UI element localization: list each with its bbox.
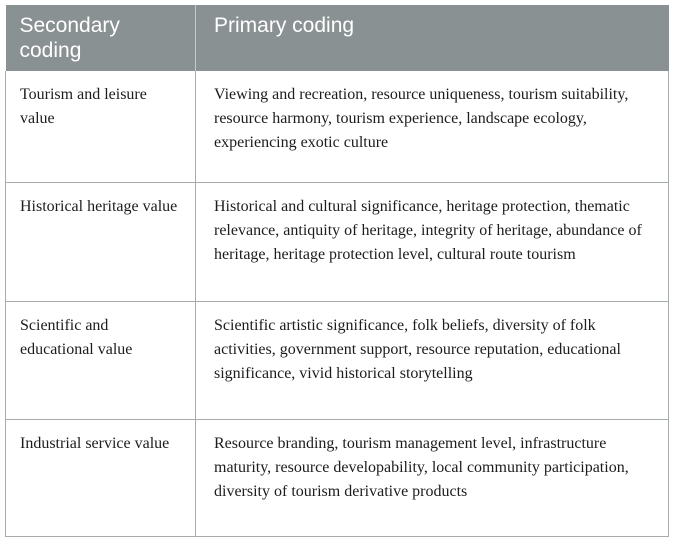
secondary-coding-cell: Scientific and educational value xyxy=(6,301,196,419)
coding-table xyxy=(5,5,669,537)
header-row xyxy=(6,5,669,71)
primary-coding-cell: Historical and cultural significance, heritage protection, thematic relevance, antiquity of heritage, integrity of heritage, abundance of heritage, heritage protection level, cultural route tourism xyxy=(196,182,669,301)
table-header xyxy=(6,5,669,71)
header-primary-coding: Primary coding xyxy=(196,5,669,71)
table-row xyxy=(6,71,669,182)
table-row xyxy=(6,182,669,301)
secondary-coding-cell: Tourism and leisure value xyxy=(6,71,196,182)
secondary-coding-cell: Industrial service value xyxy=(6,419,196,536)
header-secondary-coding: Secondary coding xyxy=(6,5,196,71)
table-row xyxy=(6,419,669,536)
primary-coding-cell: Viewing and recreation, resource uniqueness, tourism suitability, resource harmony, tourism experience, landscape ecology, experiencing exotic culture xyxy=(196,71,669,182)
primary-coding-cell: Resource branding, tourism management level, infrastructure maturity, resource developability, local community participation, diversity of tourism derivative products xyxy=(196,419,669,536)
table-body xyxy=(6,71,669,536)
primary-coding-cell: Scientific artistic significance, folk beliefs, diversity of folk activities, government support, resource reputation, educational significance, vivid historical storytelling xyxy=(196,301,669,419)
table-row xyxy=(6,301,669,419)
secondary-coding-cell: Historical heritage value xyxy=(6,182,196,301)
